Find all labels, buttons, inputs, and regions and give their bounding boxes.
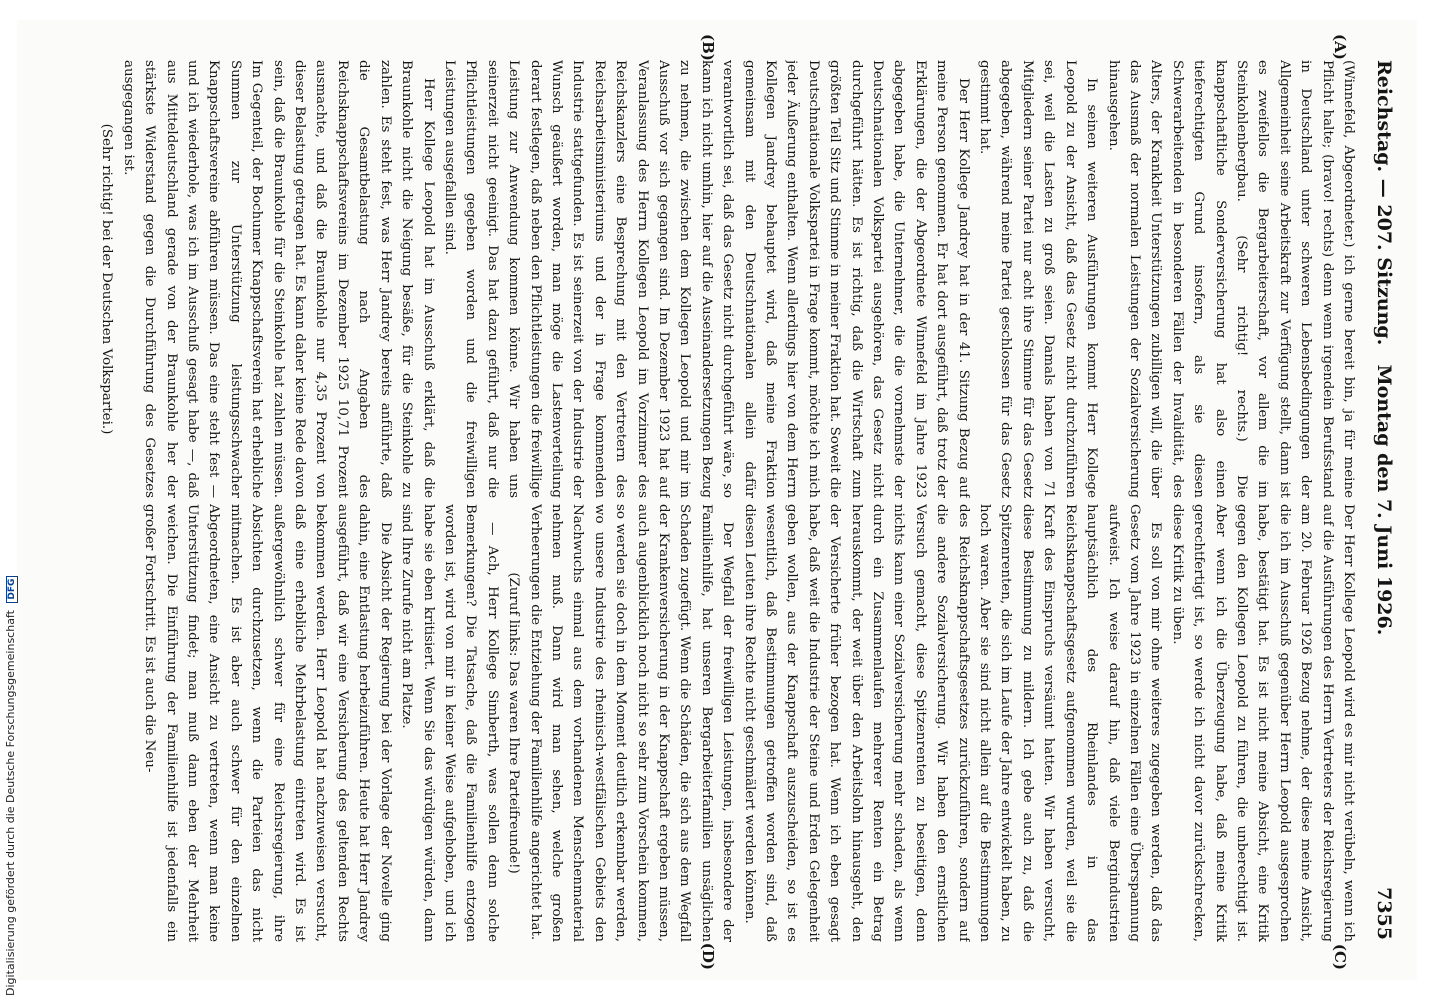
interjection: (Sehr richtig! bei der Deutschen Volkspartei.) — [99, 123, 115, 435]
rotated-page — [17, 20, 1417, 980]
paragraph: Es soll von mir ohne weiteres zugegeben werden, daß das Gesetz vom Jahre 1923 in einzelnen Fällen eine Überspannung aufweist. Ich weise darauf hin, daß viele Bergindustrien hauptsächlich des Rheinlandes in das Reichsknappschaftsgesetz aufgenommen wurden, weil sie die Kraft des Einspruchs versäumt hatten. Wir haben versucht, diese Bestimmung zu mildern. Ich gebe auch zu, daß die Spitzenrenten, die sich im Laufe der Jahre entwickelt haben, zu hoch waren. Aber sie sind nicht allein auf die Bestimmungen des Reichsknappschaftsgesetzes zurückzuführen, sondern auf die andere Sozialversicherung. Wir haben den ernstlichen Versuch gemacht, diese Spitzenrenten zu beseitigen, denn nichts kann einer Sozialversicherung mehr schaden, als wenn durch ein Zusammenlaufen mehrerer Renten ein Betrag herauskommt, der weit über den Arbeitslohn hinausgeht, den der Versicherte früher bezogen hat. Wenn ich eben gesagt habe, daß weit die Industrie der Steine und Erden Gelegenheit geben wollen, aus der Knappschaft auszuscheiden, so ist es wesentlich, daß Bestimmungen getroffen worden sind, daß diesen Leuten ihre Rechte nicht geschmälert werden können. — [741, 504, 1164, 942]
interjection: (Zuruf links: Das waren Ihre Parteifreunde!) — [506, 572, 522, 874]
paragraph: — Ach, Herr Kollege Simberth, was sollen denn solche Bemerkungen? Die Tatsache, daß die Familienhilfe entzogen worden ist, wird von mir in keiner Weise aufgehoben, und ich habe sie eben kritisiert. Wenn Sie das würdigen würden, dann sind Ihre Zurufe nicht am Platze. — [399, 504, 500, 942]
paragraph: Der Wegfall der freiwilligen Leistungen, insbesondere der Familienhilfe, hat unseren Bergarbeiterfamilien unsäglichen Schaden zugefügt. Wenn die Schäden, die sich aus dem Wegfall der Krankenversicherung in der Knappschaft ergeben müssen, auch augenblicklich noch nicht so sehr zum Vorschein kommen, so werden sie doch in dem Moment deutlich erkennbar werden, wo unsere Industrie des rheinisch-westfälischen Gebiets den Nachwuchs einmal aus dem vorhandenen Menschenmaterial nehmen muß. Dann wird man sehen, welche großen Verheerungen die Entziehung der Familienhilfe angerichtet hat. — [527, 504, 736, 942]
paragraph: Der Herr Kollege Leopold wird es mir nicht verübeln, wenn ich auf die Ausführungen des Herrn Vertreters der Reichsregierung am 20. Februar 1926 Bezug nehme, der diese meine Ansicht, die ich im Ausschuß gegenüber Herrn Leopold ausgesprochen habe, bestätigt hat. Es ist nicht meine Absicht, eine Kritik gegen den Kollegen Leopold zu führen, die unberechtigt ist. Aber wenn ich die Überzeugung habe, daß meine Kritik gerechtfertigt ist, so werde ich nicht davor zurückschrecken, diese Kritik zu üben. — [1169, 504, 1356, 942]
margin-marker-b: (B) — [699, 34, 717, 61]
margin-marker-d: (D) — [699, 942, 717, 970]
header-session: Reichstag. — 207. Sitzung. — [1373, 60, 1395, 346]
text-column-left — [41, 60, 1359, 498]
paragraph: (Winnefeld, Abgeordneter.) ich gerne bereit bin, ja für meine Pflicht halte; (bravo! rechts) denn wenn irgendein Berufsstand in Deutschland unter schweren Lebensbedingungen der Allgemeinheit seine Arbeitskraft zur Verfügung stellt, dann ist es zweifellos die Bergarbeiterschaft, vor allem die im Steinkohlenbergbau. (Sehr richtig! rechts.) Die knappschaftliche Sonderversicherung hat also einen tieferechtigten Grund insofern, als sie diesen Schwerarbeitenden in besonderen Fällen der Invalidität, des Alters, der Krankheit Unterstützungen zubilligen will, die über das Ausmaß der normalen Leistungen der Sozialversicherung hinausgehen. — [1105, 60, 1356, 498]
header-date: Montag den 7. Juni 1926. — [1373, 364, 1395, 636]
credit-text: Digitalisierung gefördert durch die Deutsche Forschungsgemeinschaft — [4, 610, 17, 996]
paragraph: Herr Kollege Leopold hat im Ausschuß erklärt, daß die Braunkohle nicht die Neigung besäße, für die Steinkohle zu zahlen. Es steht fest, was Herr Jandrey bereits anführte, daß die Gesamtbelastung nach Angaben des Reichsknappschaftsvereins im Dezember 1925 10,71 Prozent ausmachte, und daß die Braunkohle nur 4,35 Prozent von dieser Belastung getragen hat. Es kann daher keine Rede davon sein, daß die Braunkohle für die Steinkohle hat zahlen müssen. Im Gegenteil, der Bochumer Knappschaftsverein hat erhebliche Summen zur Unterstützung leistungsschwacher Knappschaftsvereine abführen müssen. Das eine steht fest — und ich wiederhole, was ich im Ausschuß gesagt habe —, daß aus Mitteldeutschland gerade von der Braunkohle her der stärkste Widerstand gegen die Durchführung des Gesetzes ausgegangen ist. — [120, 60, 436, 498]
text-column-right — [41, 504, 1359, 942]
margin-marker-a: (A) — [1331, 34, 1349, 60]
paragraph: In seinen weiteren Ausführungen kommt Herr Kollege Leopold zu der Ansicht, daß das Gesetz nicht durchzuführen sei, weil die Lasten zu groß seien. Damals haben von 71 Mitgliedern seiner Partei nur acht ihre Stimme für das Gesetz abgegeben, während meine Partei geschlossen für das Gesetz gestimmt hat. — [977, 60, 1100, 498]
digitization-credit — [4, 576, 18, 996]
paragraph: Die Absicht der Regierung bei der Vorlage der Novelle ging dahin, eine Entlastung herbeizuführen. Heute hat Herr Jandrey ausgeführt, daß wir eine Versicherung des geltenden Rechts bekommen werden. Herr Leopold hat nachzuweisen versucht, daß eine erhebliche Mehrbelastung eintreten wird. Es ist außergewöhnlich schwer für eine Reichsregierung, ihre Absichten durchzusetzen, wenn die Parteien das nicht mitmachen. Es ist aber auch schwer für den einzelnen Abgeordneten, eine Ansicht zu vertreten, wenn man keine Unterstützung findet; man muß dann eben der Mehrheit weichen. Die Einführung der Familienhilfe ist jedenfalls ein großer Fortschritt. Es ist auch die Neu- — [142, 504, 393, 942]
page-number: 7355 — [1373, 887, 1395, 940]
dfg-logo: DFG — [6, 576, 18, 603]
page-header — [1369, 60, 1395, 940]
margin-marker-c: (C) — [1331, 943, 1349, 970]
paragraph: Der Herr Kollege Jandrey hat in der 41. Sitzung Bezug auf meine Person genommen. Er hat dort ausgeführt, daß trotz der Erklärungen, die der Abgeordnete Winnefeld im Jahre 1923 abgegeben habe, die Unternehmer, die die vornehmste der Deutschnationalen Volkspartei ausgehören, das Gesetz nicht durchgeführt hätten. Es ist richtig, daß die Wirtschaft zum größten Teil Sitz und Stimme in meiner Fraktion hat. Soweit die Deutschnationale Volkspartei in Frage kommt, möchte ich mich jeder Äußerung enthalten. Wenn allerdings hier von dem Herrn Kollegen Jandrey behauptet wird, daß meine Fraktion gemeinsam mit den Deutschnationalen allein dafür verantwortlich sei, daß das Gesetz nicht durchgeführt wäre, so kann ich nicht umhin, hier auf die Auseinandersetzungen Bezug zu nehmen, die zwischen dem Kollegen Leopold und mir im Ausschuß vor sich gegangen sind. Im Dezember 1923 hat auf Veranlassung des Herrn Kollegen Leopold im Vorzimmer des Reichskanzlers eine Besprechung mit den Vertretern des Reichsarbeitsministeriums und der in Frage kommenden Industrie stattgefunden. Es ist seinerzeit von der Industrie der Wunsch geäußert worden, man möge die Lastenverteilung derart festlegen, daß neben den Pflichtleistungen die freiwillige Leistung zur Anwendung kommen könne. Wir haben uns seinerzeit nicht geeinigt. Das hat dazu geführt, daß nur die Pflichtleistungen gegeben worden und die freiwilligen Leistungen ausgefallen sind. — [441, 60, 971, 498]
